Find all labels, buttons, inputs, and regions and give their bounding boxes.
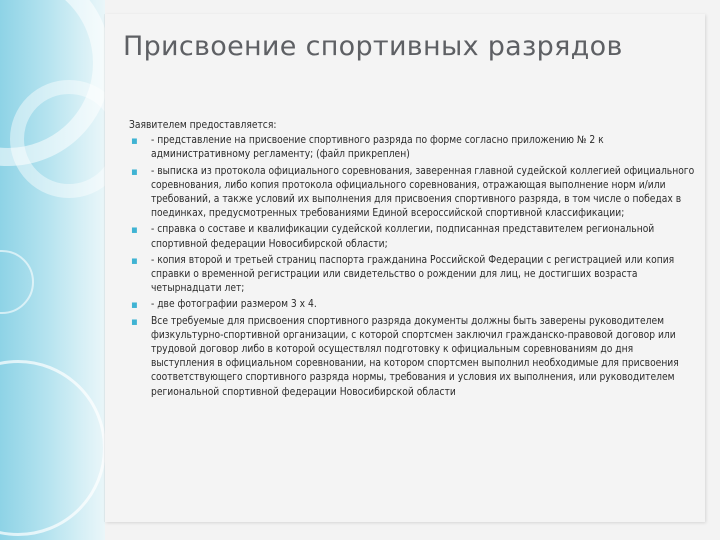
list-item-text: - представление на присвоение спортивного разряда по форме согласно приложению № 2 к административному регламенту; (файл прикреплен): [151, 135, 604, 161]
bullet-icon: ▪: [131, 164, 138, 178]
list-item: [127, 165, 697, 222]
requirements-list: [127, 134, 697, 400]
bullet-icon: ▪: [131, 298, 138, 312]
list-item-text: - справка о составе и квалификации судейской коллегии, подписанная представителем региональной спортивной федерации Новосибирской области;: [151, 224, 655, 250]
decorative-arc: [0, 360, 105, 536]
slide-title: Присвоение спортивных разрядов: [123, 31, 623, 62]
list-item: [127, 298, 697, 312]
list-item: [127, 223, 697, 251]
slide-content: [127, 119, 697, 402]
decorative-side-band: [0, 0, 105, 540]
list-item: [127, 254, 697, 297]
list-item-text: Все требуемые для присвоения спортивного разряда документы должны быть заверены руководителем физкультурно-спортивной организации, с которой спортсмен заключил гражданско-правовой договор или трудовой договор либо в которой осуществлял подготовку к официальным соревнованиям до дня выступления в официальном соревновании, на котором спортсмен выполнил необходимые для присвоения соответствующего спортивного разряда нормы, требования и условия их выполнения, или руководителем региональной спортивной федерации Новосибирской области: [151, 315, 679, 398]
slide-panel: [105, 14, 705, 522]
bullet-icon: ▪: [131, 223, 138, 237]
list-item-text: - две фотографии размером 3 х 4.: [151, 299, 317, 311]
bullet-icon: ▪: [131, 134, 138, 148]
list-item: [127, 315, 697, 400]
list-item: [127, 134, 697, 162]
intro-text: Заявителем предоставляется:: [129, 120, 277, 131]
list-item-text: - копия второй и третьей страниц паспорта гражданина Российской Федерации с регистрацией или копия справки о временной регистрации или свидетельство о рождении для лиц, не достигших возраста четырнадцати лет;: [151, 254, 675, 295]
decorative-arc: [0, 250, 34, 314]
bullet-icon: ▪: [131, 314, 138, 328]
list-item-text: - выписка из протокола официального соревнования, заверенная главной судейской коллегией официального соревнования, либо копия протокола официального соревнования, отражающая выполнение норм и/или требований, а также условий их выполнения для присвоения спортивного разряда, в том числе о победах в поединках, предусмотренных требованиями Единой всероссийской спортивной классификации;: [151, 165, 695, 220]
bullet-icon: ▪: [131, 253, 138, 267]
